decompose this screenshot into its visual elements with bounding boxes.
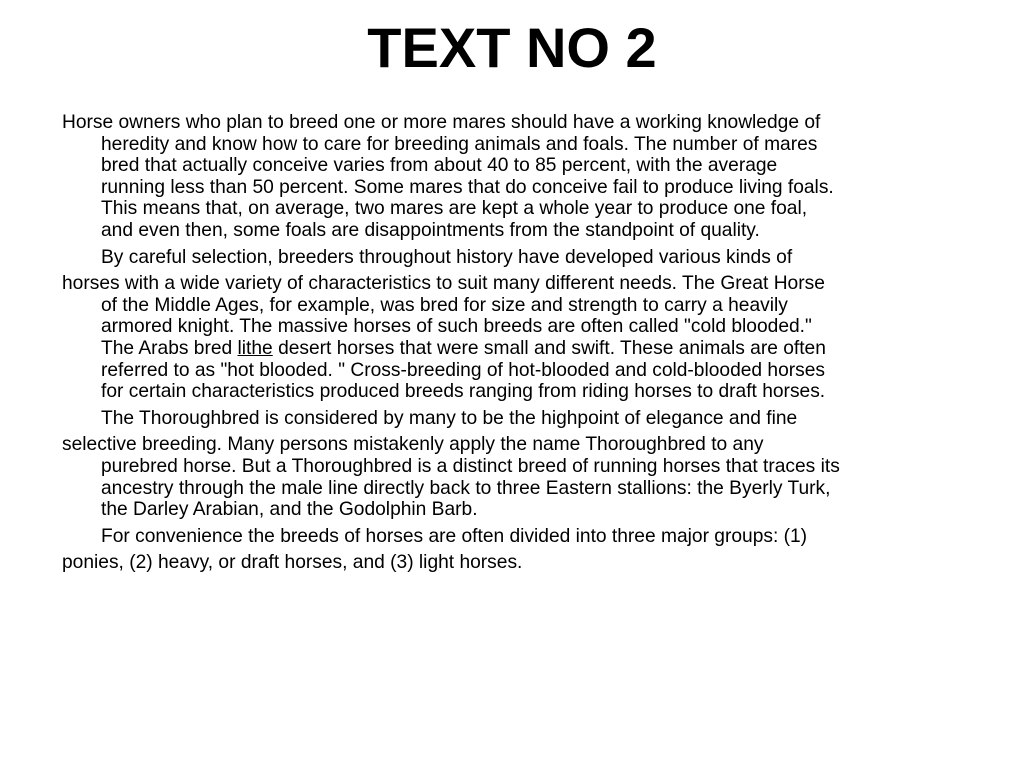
- text-line: This means that, on average, two mares are kept a whole year to produce one foal,: [101, 198, 808, 220]
- text-line: armored knight. The massive horses of such breeds are often called "cold blooded.": [101, 316, 812, 338]
- text-line: selective breeding. Many persons mistakenly apply the name Thoroughbred to any: [62, 434, 764, 456]
- paragraph-intro-selection: By careful selection, breeders throughout history have developed various kinds of: [101, 246, 793, 268]
- text-segment: The Arabs bred: [101, 337, 238, 359]
- text-line: ponies, (2) heavy, or draft horses, and (3) light horses.: [62, 552, 523, 574]
- slide-title: TEXT NO 2: [367, 16, 657, 79]
- paragraph-selection: [62, 273, 987, 403]
- text-segment: desert horses that were small and swift. These animals are often: [272, 337, 826, 359]
- underlined-word: lithe: [237, 337, 273, 359]
- text-line: purebred horse. But a Thoroughbred is a distinct breed of running horses that traces its: [101, 455, 840, 477]
- paragraph-intro-groups: For convenience the breeds of horses are often divided into three major groups: (1): [101, 525, 808, 547]
- paragraph-heredity: [62, 112, 987, 242]
- text-line: running less than 50 percent. Some mares that do conceive fail to produce living foals.: [101, 176, 834, 198]
- text-line: horses with a wide variety of characteristics to suit many different needs. The Great Horse: [62, 273, 825, 295]
- paragraph-groups: [62, 552, 987, 574]
- text-line: the Darley Arabian, and the Godolphin Barb.: [101, 499, 478, 521]
- text-line: ancestry through the male line directly back to three Eastern stallions: the Byerly Turk,: [101, 477, 831, 499]
- text-line: bred that actually conceive varies from about 40 to 85 percent, with the average: [101, 155, 778, 177]
- text-line: for certain characteristics produced breeds ranging from riding horses to draft horses.: [101, 381, 826, 403]
- paragraph-thoroughbred: [62, 434, 987, 520]
- text-line: of the Middle Ages, for example, was bred for size and strength to carry a heavily: [101, 294, 788, 316]
- text-line: heredity and know how to care for breeding animals and foals. The number of mares: [101, 133, 818, 155]
- text-line: referred to as "hot blooded. " Cross-breeding of hot-blooded and cold-blooded horses: [101, 359, 826, 381]
- text-line: and even then, some foals are disappointments from the standpoint of quality.: [101, 219, 760, 241]
- text-line-arabs: [62, 338, 987, 360]
- text-line: Horse owners who plan to breed one or more mares should have a working knowledge of: [62, 112, 821, 133]
- paragraph-intro-thoroughbred: The Thoroughbred is considered by many to be the highpoint of elegance and fine: [101, 407, 798, 429]
- slide-body: [62, 112, 987, 574]
